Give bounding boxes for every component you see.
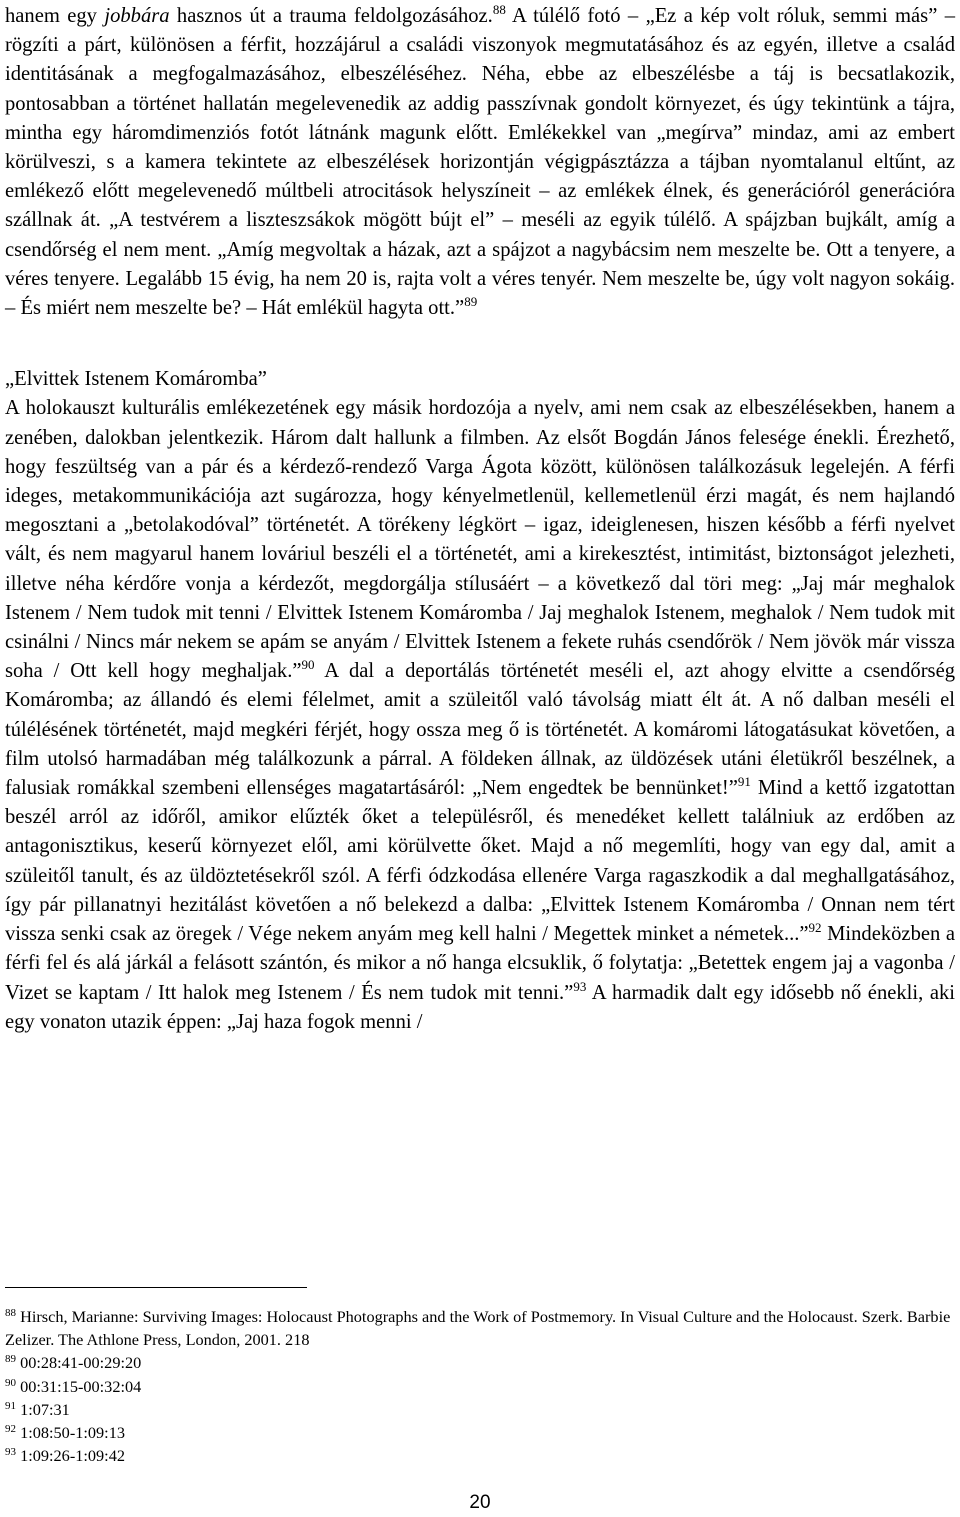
text-run: A dal a deportálás történetét meséli el, azt ahogy elvitte a csendőrség Komáromba; az állandó és elemi félelmet, amit a szüleitől való távolság miatt élt át. A nő dalban meséli el túlélésének történetét, majd megkéri férjét, hogy ossza meg ő is történetét. A komáromi látogatásukat követően, a film utolsó harmadában még találkozunk a párral. A földeken állnak, az üldözések utáni életükről beszélnek, a falusiak romákkal szembeni ellenséges magatartásáról: „Nem engedtek be bennünket!” [5, 660, 956, 800]
body-paragraph-1 [5, 2, 955, 323]
footnote-ref: 93 [573, 978, 587, 994]
footnote-number: 89 [5, 1353, 16, 1366]
text-run: A túlélő fotó – „Ez a kép volt róluk, semmi más” – rögzíti a párt, különösen a férfit, hozzájárul a családi viszonyok megmutatásához és az egyén, illetve a család identitásának a megfogalmazásához, elbeszéléséhez. Néha, ebbe az elbeszélésbe a táj is becsatlakozik, pontosabban a történet hallatán megelevenedik az addig passzívnak gondolt környezet, és úgy tekintünk a tájra, mintha egy háromdimenziós fotót látnánk magunk előtt. Emlékekkel van „megírva” mindaz, ami az embert körülveszi, s a kamera tekintete az elbeszélések horizontján végigpásztázza a tájban nyomtalanul eltűnt, az emlékező előtt megelevenedő múltbeli atrocitások helyszíneit – az emlékek élnek, és generációról generációra szállnak át. „A testvérem a liszteszsákok mögött bújt el” – meséli az egyik túlélő. A spájzban bujkált, amíg a csendőrség el nem ment. „Amíg megvoltak a házak, azt a spájzot a nagybácsim nem meszelte be. Ott a tenyere, a véres tenyere. Legalább 15 évig, ha nem 20 is, rajta volt a véres tenyér. Nem meszelte be, úgy volt nagyon sokáig. – És miért nem meszelte be? – Hát emlékül hagyta ott.” [5, 5, 955, 320]
footnote-text: 00:28:41-00:29:20 [16, 1353, 142, 1373]
footnote-ref: 91 [737, 774, 751, 790]
text-run: hasznos út a trauma feldolgozásához. [169, 5, 493, 27]
footnote-number: 90 [5, 1376, 16, 1389]
footnote-number: 93 [5, 1446, 16, 1459]
footnote-text: 00:31:15-00:32:04 [16, 1376, 142, 1396]
footnote-text: 1:07:31 [16, 1399, 70, 1419]
footnote-text: Hirsch, Marianne: Surviving Images: Holocaust Photographs and the Work of Postmemory. In Visual Culture and the Holocaust. Szerk. Barbie Zelizer. The Athlone Press, London, 2001. 218 [5, 1307, 951, 1350]
footnote-ref: 92 [808, 920, 822, 936]
text-run: hanem egy [5, 5, 105, 27]
footnote-separator [5, 1287, 307, 1288]
footnote [5, 1375, 955, 1398]
footnote-number: 88 [5, 1307, 16, 1319]
footnote [5, 1305, 955, 1351]
footnote [5, 1444, 955, 1467]
footnote-ref: 89 [464, 294, 478, 310]
text-run: A holokauszt kulturális emlékezetének egy másik hordozója a nyelv, ami nem csak az elbeszélésekben, hanem a zenében, dalokban jelentkezik. Három dalt hallunk a filmben. Az elsőt Bogdán János felesége énekli. Érezhető, hogy feszültség van a pár és a kérdező-rendező Varga Ágota között, különösen találkozásuk legelején. A férfi ideges, metakommunikációja azt sugározza, hogy kényelmetlenül, kellemetlenül érzi magát, és nem hajlandó megosztani a „betolakodóval” történetét. A törékeny légkört – igaz, ideiglenesen, hiszen később a férfi nyelvet vált, és nem magyarul hanem lováriul beszéli el a történetét, ami a kirekesztést, intimitást, biztonságot jelezheti, illetve néha kérdőre vonja a kérdezőt, megdorgálja stílusáért – a következő dal töri meg: „Jaj már meghalok Istenem / Nem tudok mit tenni / Elvittek Istenem Komáromba / Jaj meghalok Istenem, meghalok / Nem tudok mit csinálni / Nincs már nekem se apám se anyám / Elvittek Istenem a fekete ruhás csendőrök / Nem jövök már vissza soha / Ott kell hogy meghaljak.” [5, 397, 955, 683]
page-number: 20 [469, 1492, 491, 1513]
italic-text: jobbára [104, 5, 170, 27]
footnote-number: 91 [5, 1399, 16, 1412]
footnote-number: 92 [5, 1423, 16, 1436]
footnote [5, 1351, 955, 1374]
text-run: A harmadik dalt egy idősebb nő énekli, aki egy vonaton utazik éppen: „Jaj haza fogok menni / [5, 981, 955, 1033]
body-paragraph-2 [5, 394, 955, 1036]
section-heading: „Elvittek Istenem Komáromba” [5, 368, 267, 391]
footnote [5, 1398, 955, 1421]
footnotes-list [5, 1305, 955, 1467]
text-run: Mindeközben a férfi fel és alá járkál a felásott szántón, és mikor a nő hanga elcsuklik, ő folytatja: „Betettek engem jaj a vagonba / Vizet se kaptam / Itt halok meg Istenem / És nem tudok mit tenni.” [5, 923, 955, 1004]
document-page [5, 2, 955, 1037]
footnote-text: 1:08:50-1:09:13 [16, 1423, 125, 1443]
footnote-ref: 88 [492, 2, 506, 17]
footnote-ref: 90 [301, 657, 315, 673]
footnote-text: 1:09:26-1:09:42 [16, 1446, 125, 1466]
footnote [5, 1421, 955, 1444]
text-run: Mind a kettő izgatottan beszél arról az időről, amikor elűzték őket a településről, és menedéket kellett találniuk az erdőben az antagonisztikus, keserű környezet elől, ami körülvette őket. Majd a nő megemlíti, hogy van egy dal, amit a szüleitől tanult, és az üldöztetésekről szól. A férfi ódzkodása ellenére Varga ragaszkodik a dal meghallgatásához, így pár pillanatnyi hezitálást követően a nő belekezd a dalba: „Elvittek Istenem Komáromba / Onnan nem tért vissza senki csak az öregek / Vége nekem anyám meg kell halni / Megettek minket a németek...” [5, 777, 955, 946]
